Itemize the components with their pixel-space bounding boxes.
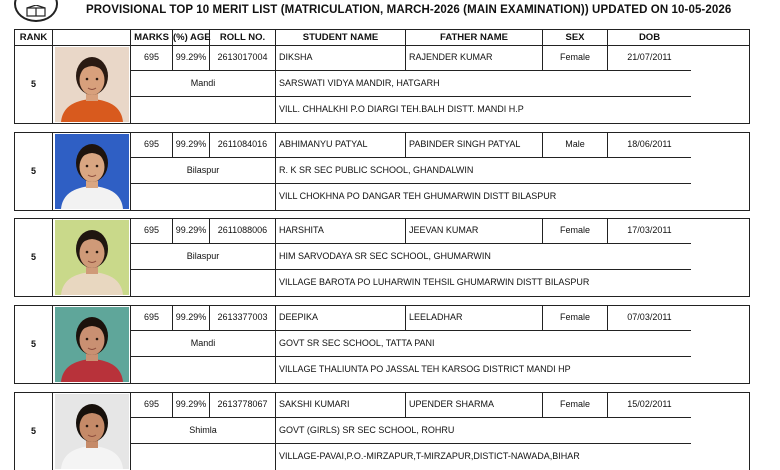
father-name-cell: RAJENDER KUMAR [406,46,543,71]
district-cell: Shimla [131,418,276,444]
address-cell: VILLAGE THALIUNTA PO JASSAL TEH KARSOG DISTRICT MANDI HP [279,364,571,375]
rank-cell: 5 [15,393,53,470]
dob-cell: 17/03/2011 [608,219,691,244]
student-photo [53,46,131,123]
student-photo [53,219,131,296]
student-name-cell: DIKSHA [276,46,406,71]
student-name-cell: SAKSHI KUMARI [276,393,406,418]
column-header-percentage: (%) AGE [173,32,211,43]
sex-cell: Female [543,46,608,71]
address-cell: VILL CHOKHNA PO DANGAR TEH GHUMARWIN DISTT BILASPUR [279,191,557,202]
school-cell: GOVT (GIRLS) SR SEC SCHOOL, ROHRU [276,418,691,444]
percentage-cell: 99.29% [173,306,210,331]
student-name-cell: HARSHITA [276,219,406,244]
father-name-cell: JEEVAN KUMAR [406,219,543,244]
district-cell: Bilaspur [131,244,276,270]
marks-cell: 695 [131,393,173,418]
empty-cell [131,97,276,123]
merit-record [14,132,750,211]
dob-cell: 07/03/2011 [608,306,691,331]
column-header-father-name: FATHER NAME [406,30,543,45]
dob-cell: 21/07/2011 [608,46,691,71]
merit-record [14,392,750,470]
rank-cell: 5 [15,46,53,123]
empty-cell [131,444,276,470]
roll-no-cell: 2613778067 [210,393,276,418]
roll-no-cell: 2611088006 [210,219,276,244]
column-header-roll-no: ROLL NO. [210,30,276,45]
column-header-marks: MARKS [131,30,173,45]
father-name-cell: UPENDER SHARMA [406,393,543,418]
sex-cell: Male [543,133,608,158]
father-name-cell: LEELADHAR [406,306,543,331]
column-header-dob: DOB [638,32,661,43]
dob-cell: 18/06/2011 [608,133,691,158]
school-cell: GOVT SR SEC SCHOOL, TATTA PANI [276,331,691,357]
marks-cell: 695 [131,306,173,331]
percentage-cell: 99.29% [173,219,210,244]
merit-record [14,218,750,297]
merit-record [14,45,750,124]
district-cell: Mandi [131,71,276,97]
sex-cell: Female [543,306,608,331]
column-header-sex: SEX [543,30,608,45]
marks-cell: 695 [131,46,173,71]
sex-cell: Female [543,219,608,244]
school-cell: R. K SR SEC PUBLIC SCHOOL, GHANDALWIN [276,158,691,184]
column-header-student-name: STUDENT NAME [276,30,406,45]
rank-cell: 5 [15,219,53,296]
rank-cell: 5 [15,133,53,210]
address-cell: VILLAGE BAROTA PO LUHARWIN TEHSIL GHUMARWIN DISTT BILASPUR [279,277,590,288]
empty-cell [131,184,276,210]
student-name-cell: DEEPIKA [276,306,406,331]
roll-no-cell: 2613017004 [210,46,276,71]
percentage-cell: 99.29% [173,393,210,418]
father-name-cell: PABINDER SINGH PATYAL [406,133,543,158]
column-header-photo [53,30,131,45]
roll-no-cell: 2611084016 [210,133,276,158]
roll-no-cell: 2613377003 [210,306,276,331]
student-photo [53,393,131,470]
address-cell: VILLAGE-PAVAI,P.O.-MIRZAPUR,T-MIRZAPUR,DISTICT-NAWADA,BIHAR [279,451,580,462]
marks-cell: 695 [131,219,173,244]
percentage-cell: 99.29% [173,46,210,71]
school-cell: HIM SARVODAYA SR SEC SCHOOL, GHUMARWIN [276,244,691,270]
dob-cell: 15/02/2011 [608,393,691,418]
address-cell: VILL. CHHALKHI P.O DIARGI TEH.BALH DISTT. MANDI H.P [279,104,524,115]
merit-record [14,305,750,384]
marks-cell: 695 [131,133,173,158]
sex-cell: Female [543,393,608,418]
board-seal-icon [14,0,58,22]
district-cell: Mandi [131,331,276,357]
student-photo [53,306,131,383]
percentage-cell: 99.29% [173,133,210,158]
district-cell: Bilaspur [131,158,276,184]
student-name-cell: ABHIMANYU PATYAL [276,133,406,158]
school-cell: SARSWATI VIDYA MANDIR, HATGARH [276,71,691,97]
rank-cell: 5 [15,306,53,383]
student-photo [53,133,131,210]
page-title: PROVISIONAL TOP 10 MERIT LIST (MATRICULATION, MARCH-2026 (MAIN EXAMINATION)) UPDATED ON 10-05-2026 [86,4,732,16]
table-header [14,29,750,46]
empty-cell [131,357,276,383]
empty-cell [131,270,276,296]
column-header-rank: RANK [15,30,53,45]
